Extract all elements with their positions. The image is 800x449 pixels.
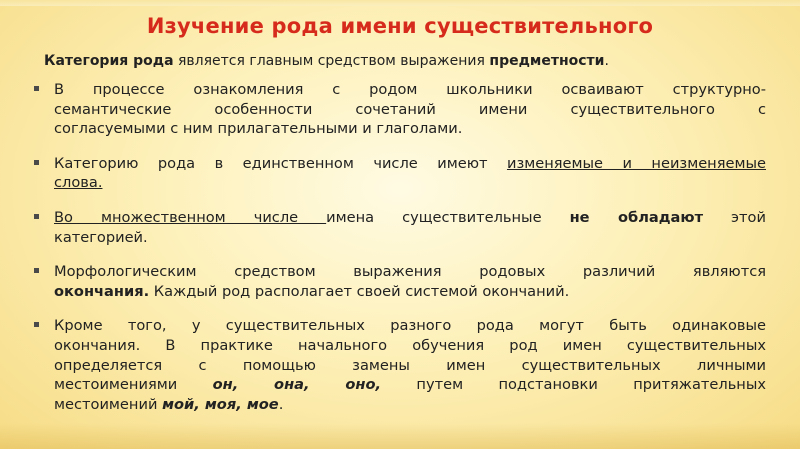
bullet-text: местоимениями <box>54 376 213 394</box>
bullet-text: . <box>278 395 284 413</box>
bullet-line: В процессе ознакомления с родом школьники осваивают структурно- <box>54 81 766 98</box>
bullet-line: категорией. <box>54 228 148 246</box>
bullet-marker-icon <box>34 322 39 327</box>
bullet-text: Категорию рода в единственном числе имеют <box>54 154 507 172</box>
underlined-text: слова. <box>54 174 103 192</box>
bullet-line <box>54 282 766 302</box>
bullet-text: путем подстановки притяжательных <box>381 376 766 394</box>
bullet-text: этой <box>703 208 766 226</box>
pronoun-text: он, <box>212 376 239 394</box>
bold-text: окончания. <box>54 282 150 300</box>
pronoun-text: мой, моя, мое <box>162 395 279 413</box>
subtitle-text: является главным средством выражения <box>173 53 490 69</box>
slide-title: Изучение рода имени существительного <box>146 14 654 38</box>
bullet-marker-icon <box>34 268 39 273</box>
pronoun-text: оно, <box>309 376 382 394</box>
underlined-text: изменяемые и неизменяемые <box>506 154 766 172</box>
bullet-line: семантические особенности сочетаний имени существительного с <box>54 100 766 118</box>
bullet-item <box>34 316 766 414</box>
bullet-marker-icon <box>34 160 39 165</box>
bullet-text: имена существительные <box>326 208 570 226</box>
bullet-line: окончания. В практике начального обучения род имен существительных <box>54 336 766 354</box>
underlined-text: Во множественном числе <box>54 208 327 226</box>
subtitle-emphasis: предметности <box>489 53 605 69</box>
subtitle-term: Категория рода <box>44 53 174 69</box>
bullet-text: местоимений <box>54 395 163 413</box>
bullet-item <box>34 80 766 139</box>
bold-text: не обладают <box>569 208 704 226</box>
bullet-marker-icon <box>34 214 39 219</box>
bullet-item <box>34 154 766 193</box>
bullet-line: Морфологическим средством выражения родовых различий являются <box>54 263 766 281</box>
bullet-line <box>54 208 766 228</box>
bullet-line: определяется с помощью замены имен существительных личными <box>54 356 766 374</box>
bullet-text: Каждый род располагает своей системой окончаний. <box>149 282 570 300</box>
bullet-line <box>54 154 766 174</box>
bullet-line: согласуемыми с ним прилагательными и глаголами. <box>54 120 463 138</box>
bullet-marker-icon <box>34 86 39 91</box>
bullet-item <box>34 208 766 247</box>
bullet-line <box>54 173 766 193</box>
slide-subtitle <box>44 53 609 69</box>
bullet-line <box>54 375 766 395</box>
bullet-list <box>34 80 766 429</box>
subtitle-period: . <box>604 53 609 69</box>
pronoun-text: она, <box>238 376 310 394</box>
bullet-item <box>34 262 766 301</box>
bullet-line: Кроме того, у существительных разного рода могут быть одинаковые <box>54 317 766 335</box>
bullet-line <box>54 395 766 415</box>
top-stripe <box>0 0 800 6</box>
